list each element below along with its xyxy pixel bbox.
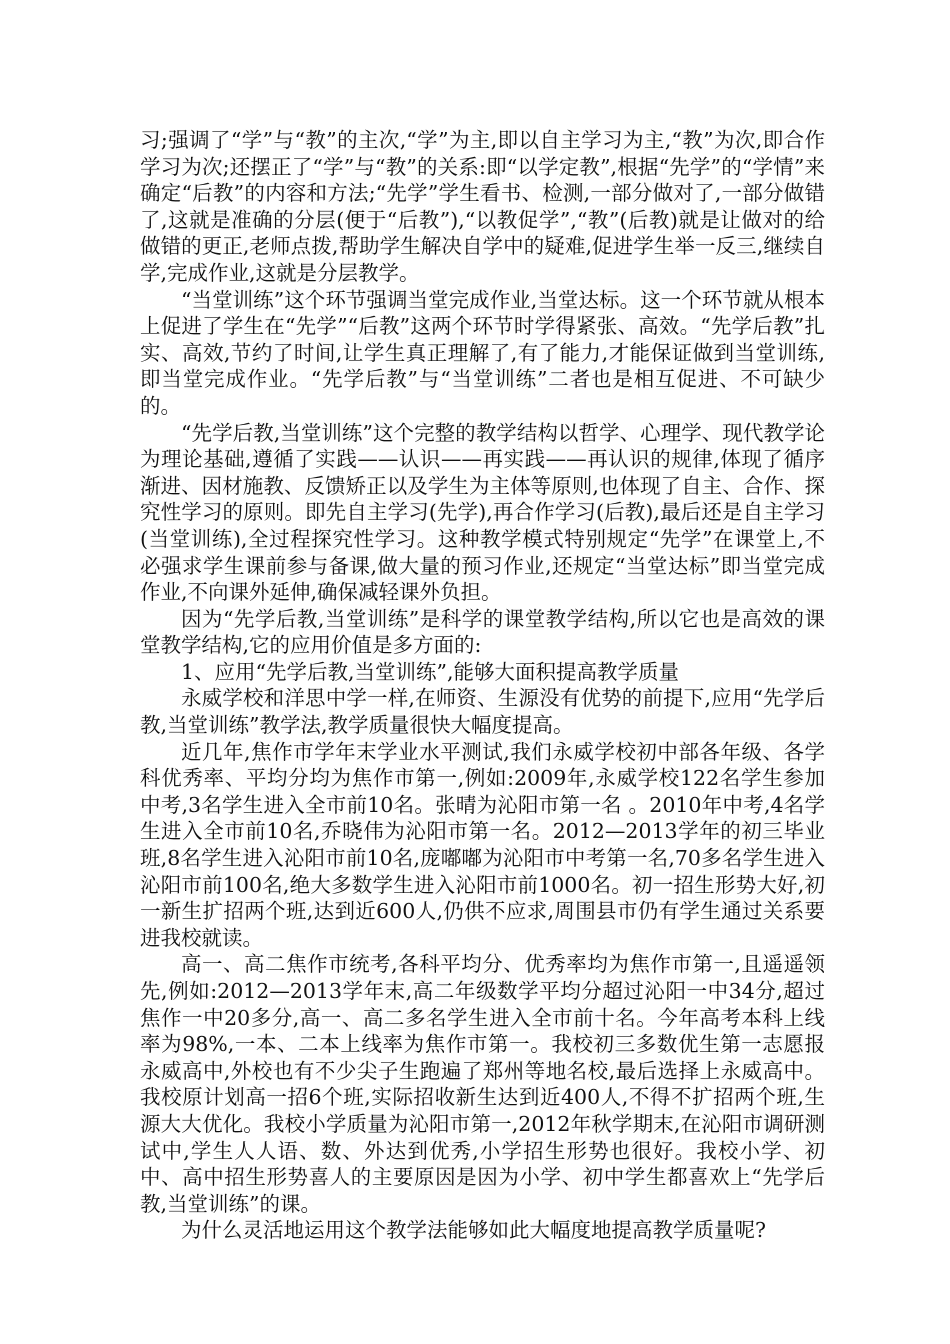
paragraph-junior-results: 近几年,焦作市学年末学业水平测试,我们永威学校初中部各年级、各学科优秀率、平均分均为焦作市第一,例如:2009年,永威学校122名学生参加中考,3名学生进入全市前10名。张晴为沁阳市第一名 。2010年中考,4名学生进入全市前10名,乔晓伟为沁阳市第一名。2012—2013学年的初三毕业班,8名学生进入沁阳市前10名,庞嘟嘟为沁阳市中考第一名,70多名学生进入沁阳市前100名,绝大多数学生进入沁阳市前1000名。初一招生形势大好,初一新生扩招两个班,达到近600人,仍供不应求,周围县市仍有学生通过关系要进我校就读。: [140, 739, 825, 950]
paragraph-teaching-structure: “先学后教,当堂训练”这个完整的教学结构以哲学、心理学、现代教学论为理论基础,遵循了实践——认识——再实践——再认识的规律,体现了循序渐进、因材施教、反馈矫正以及学生为主体等原则,也体现了自主、合作、探究性学习的原则。即先自主学习(先学),再合作学习(后教),最后还是自主学习(当堂训练),全过程探究性学习。这种教学模式特别规定“先学”在课堂上,不必强求学生课前参与备课,做大量的预习作业,还规定“当堂达标”即当堂完成作业,不向课外延伸,确保减轻课外负担。: [140, 420, 825, 605]
paragraph-question: 为什么灵活地运用这个教学法能够如此大幅度地提高教学质量呢?: [181, 1218, 766, 1243]
paragraph-yongwei-yangsi: 永威学校和洋思中学一样,在师资、生源没有优势的前提下,应用“先学后教,当堂训练”教学法,教学质量很快大幅度提高。: [140, 686, 825, 738]
paragraph-continuation: 习;强调了“学”与“教”的主次,“学”为主,即以自主学习为主,“教”为次,即合作学习为次;还摆正了“学”与“教”的关系:即“以学定教”,根据“先学”的“学情”来确定“后教”的内容和方法;“先学”学生看书、检测,一部分做对了,一部分做错了,这就是准确的分层(便于“后教”),“以教促学”,“教”(后教)就是让做对的给做错的更正,老师点拨,帮助学生解决自学中的疑难,促进学生举一反三,继续自学,完成作业,这就是分层教学。: [140, 128, 825, 285]
paragraph-senior-results: 高一、高二焦作市统考,各科平均分、优秀率均为焦作市第一,且遥遥领先,例如:2012—2013学年末,高二年级数学平均分超过沁阳一中34分,超过焦作一中20多分,高一、高二多名学生进入全市前十名。今年高考本科上线率为98%,一本、二本上线率为焦作市第一。我校初三多数优生第一志愿报永威高中,外校也有不少尖子生跑遍了郑州等地名校,最后选择上永威高中。我校原计划高一招6个班,实际招收新生达到近400人,不得不扩招两个班,生源大大优化。我校小学质量为沁阳市第一,2012年秋学期末,在沁阳市调研测试中,学生人人语、数、外达到优秀,小学招生形势也很好。我校小学、初中、高中招生形势喜人的主要原因是因为小学、初中学生都喜欢上“先学后教,当堂训练”的课。: [140, 952, 825, 1216]
paragraph-classroom-training: “当堂训练”这个环节强调当堂完成作业,当堂达标。这一个环节就从根本上促进了学生在“先学”“后教”这两个环节时学得紧张、高效。“先学后教”扎实、高效,节约了时间,让学生真正理解了,有了能力,才能保证做到当堂训练,即当堂完成作业。“先学后教”与“当堂训练”二者也是相互促进、不可缺少的。: [140, 287, 825, 418]
section-heading-1: 1、应用“先学后教,当堂训练”,能够大面积提高教学质量: [181, 659, 680, 684]
paragraph-application-value: 因为“先学后教,当堂训练”是科学的课堂教学结构,所以它也是高效的课堂教学结构,它的应用价值是多方面的:: [140, 606, 825, 658]
document-page: [140, 127, 825, 1244]
